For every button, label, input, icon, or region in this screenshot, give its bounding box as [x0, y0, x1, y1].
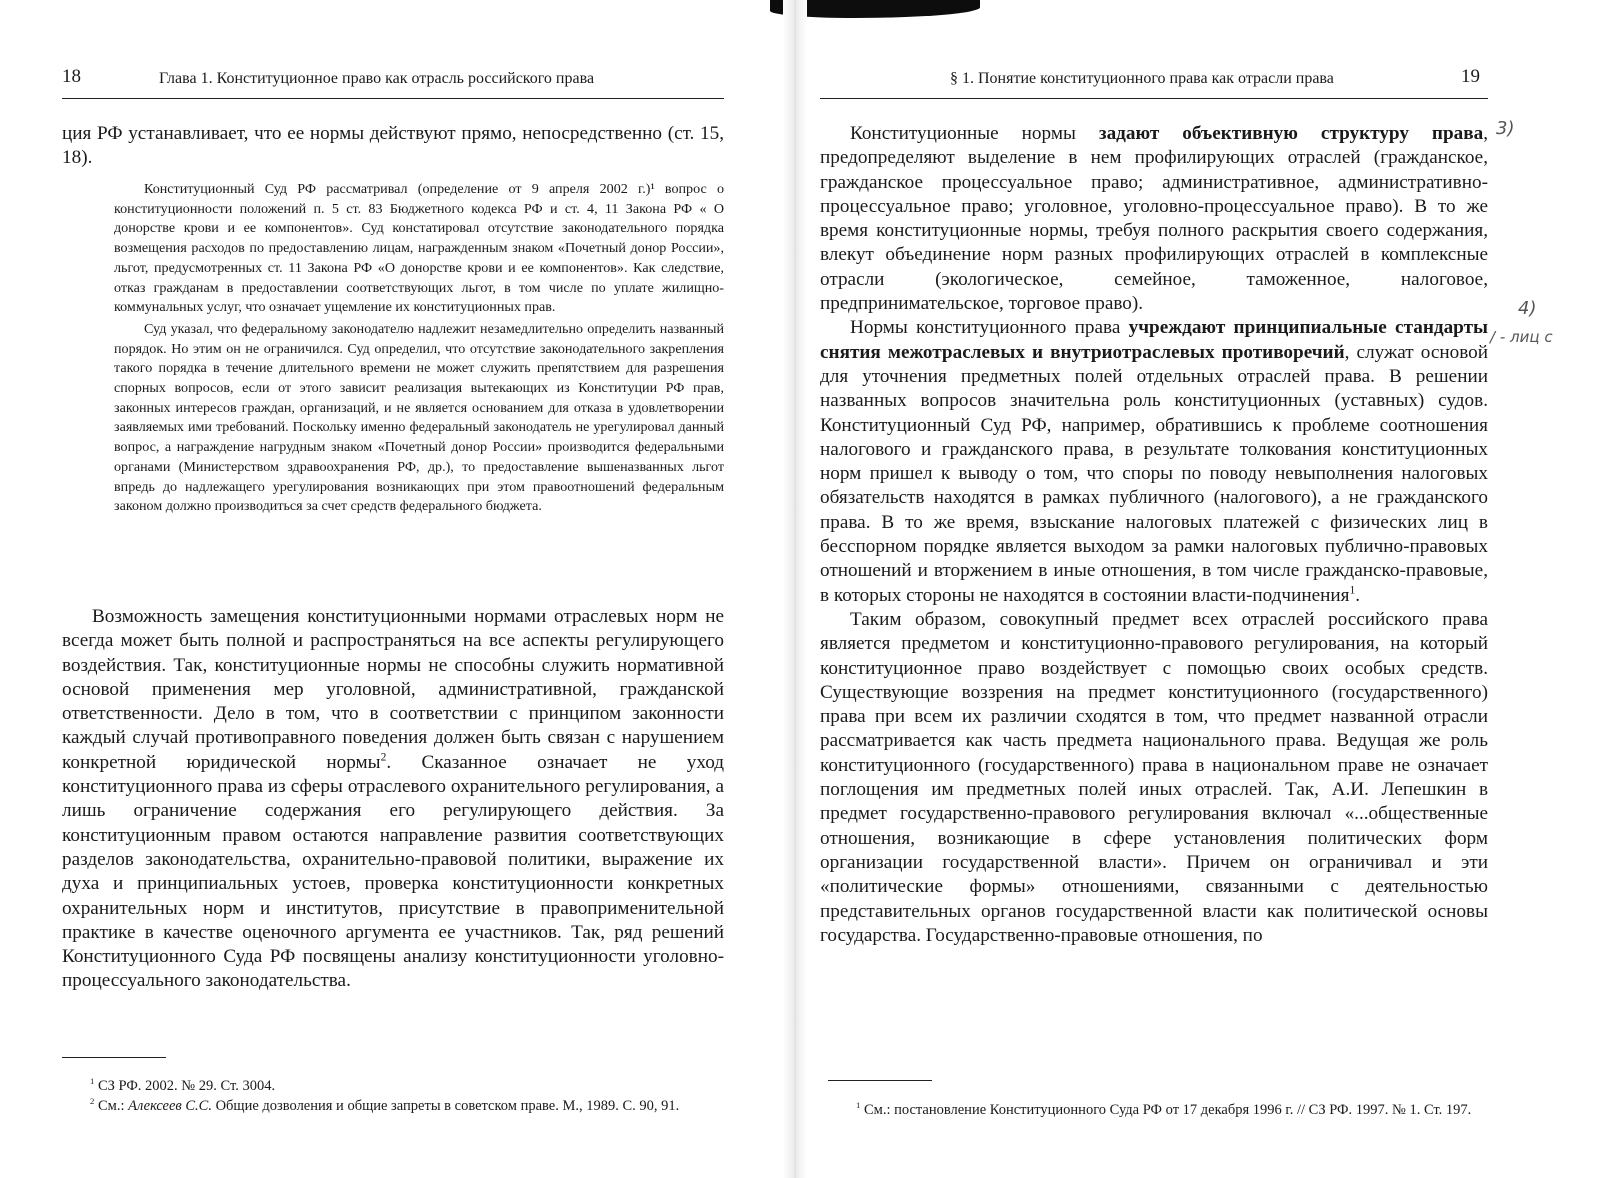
left-footnote-1: [62, 1076, 724, 1096]
margin-note-2: 4): [1518, 298, 1537, 319]
right-footnote-1-text: См.: постановление Конституционного Суда РФ от 17 декабря 1996 г. // СЗ РФ. 1997. № 1. Ст. 197.: [863, 1102, 1472, 1118]
left-page-number: 18: [62, 66, 81, 87]
p1-rest: , предопределяют выделение в нем профилирующих отраслей (гражданское, гражданское процессуальное право; административное, административно-процессуальное право; уголовное, уголовно-процессуальное право). В то же время конституционные нормы, требуя полного раскрытия своего содержания, влекут объединение норм разных профилирующих отраслей в комплексные отрасли (экологическое, семейное, таможенное, налоговое, предпринимательское, торговое право).: [820, 123, 1489, 315]
left-page: [0, 0, 790, 1178]
left-running-head: [62, 66, 724, 99]
p2-bold-phrase: учреждают принципиальные стандарты снятия межотраслевых и внутриотраслевых противоречий: [820, 317, 1488, 363]
footnote-2-text: Общие дозволения и общие запреты в советском праве. М., 1989. С. 90, 91.: [211, 1098, 680, 1114]
p1-bold-phrase: задают объективную структуру права: [1098, 123, 1484, 144]
footnote-1-marker: 1: [90, 1076, 95, 1087]
left-running-title: Глава 1. Конституционное право как отрасль российского права: [159, 70, 595, 87]
right-paragraph-2: [820, 316, 1488, 608]
footnote-2-author: Алексеев С.С.: [128, 1098, 212, 1114]
case-paragraph-1: Конституционный Суд РФ рассматривал (определение от 9 апреля 2002 г.)¹ вопрос о конституционности положений п. 5 ст. 83 Бюджетного кодекса РФ и ст. 4, 11 Закона РФ « О донорстве крови и ее компонентов». Суд констатировал отсутствие законодательного порядка возмещения расходов по предоставлению лицам, награжденным знаком «Почетный донор России», льгот, предусмотренных ст. 11 Закона РФ «О донорстве крови и ее компонентов». Как следствие, отказ гражданам в предоставлении соответствующих льгот, в том числе по уплате жилищно-коммунальных услуг, что означает ущемление их конституционных прав.: [114, 181, 724, 316]
left-intro-text: [62, 122, 724, 171]
right-page-number: 19: [1461, 66, 1480, 87]
left-case-block: [114, 180, 724, 519]
right-footnote-rule: [828, 1080, 932, 1081]
p2-end: .: [1355, 584, 1361, 606]
left-main-text: [62, 605, 724, 994]
footnote-2-prefix: См.:: [97, 1098, 129, 1114]
margin-note-1: 3): [1496, 118, 1515, 139]
left-footnote-rule: [62, 1057, 166, 1058]
main-paragraph: [62, 605, 724, 994]
intro-paragraph: ция РФ устанавливает, что ее нормы действуют прямо, непосредственно (ст. 15, 18).: [62, 123, 724, 169]
right-paragraph-3: Таким образом, совокупный предмет всех отраслей российского права является предметом и конституционно-правового регулирования, на который конституционное право воздействует с помощью своих особых средств. Существующие воззрения на предмет конституционного (государственного) права при всем их различии сходятся в том, что предмет названной отрасли рассматривается как часть предмета национального права. Ведущая же роль конституционного (государственного) права в национальном праве не означает поглощения им предметных полей иных отраслей. Так, А.И. Лепешкин в предмет государственно-правового регулирования включал «...общественные отношения, возникающие в сфере установления политических форм организации государственной власти». Причем он ограничивал и эти «политические формы» отношениями, связанными с деятельностью представительных органов государственной власти как политической основы государства. Государственно-правовые отношения, по: [820, 608, 1488, 946]
right-main-text: [820, 122, 1488, 948]
p2-lead: Нормы конституционного права: [850, 317, 1129, 339]
footnote-ref-2: 2: [380, 751, 387, 764]
right-running-head: [820, 66, 1488, 99]
right-footnotes: [828, 1100, 1490, 1120]
left-footnotes: [62, 1076, 724, 1116]
main-paragraph-part-a: Возможность замещения конституционными нормами отраслевых норм не всегда может быть полной и распространяться на все аспекты регулирующего воздействия. Так, конституционные нормы не способны служить нормативной основой применения мер уголовной, административной, гражданской ответственности. Дело в том, что в соответствии с принципом законности каждый случай противоправного поведения должен быть связан с нарушением конкретной юридической нормы: [62, 606, 724, 773]
footnote-2-marker: 2: [90, 1096, 95, 1107]
right-footnote-1-marker: 1: [856, 1100, 861, 1111]
p2-rest: , служат основой для уточнения предметных полей отдельных отраслей права. В решении названных вопросов значительна роль конституционных (уставных) судов. Конституционный Суд РФ, например, обратившись к проблеме соотношения налогового и гражданского права, в результате толкования конституционных норм пришел к выводу о том, что споры по поводу невыполнения налоговых обязательств находятся в рамках публичного (налогового), а не гражданского права. В то же время, взыскание налоговых платежей с физических лиц в бесспорном порядке является выходом за рамки налоговых публично-правовых отношений и вторжением в иные отношения, в том числе гражданско-правовые, в которых стороны не находятся в состоянии власти-подчинения: [820, 341, 1488, 606]
main-paragraph-part-b: . Сказанное означает не уход конституционного права из сферы отраслевого охранительного регулирования, а лишь ограничение содержания его регулирующего действия. За конституционным правом остаются направление развития соответствующих разделов законодательства, охранительно-правовой политики, выражение их духа и принципиальных устоев, проверка конституционности конкретных охранительных норм и институтов, присутствие в правоприменительной практике в качестве оценочного аргумента ее участников. Так, ряд решений Конституционного Суда РФ посвящены анализу конституционности уголовно-процессуального законодательства.: [62, 751, 725, 992]
case-paragraph-2: Суд указал, что федеральному законодателю надлежит незамедлительно определить названный порядок. Но этим он не ограничился. Суд определил, что отсутствие законодательного закрепления такого порядка в течение длительного времени не может служить препятствием для разрешения спорных вопросов, если от этого зависит реализация вытекающих из Конституции РФ прав, законных интересов граждан, организаций, и не является основанием для отказа в удовлетворении заявляемых ими требований. Поскольку именно федеральный законодатель не урегулировал данный вопрос, а награждение нагрудным знаком «Почетный донор России» производится федеральными органами (Министерством здравоохранения РФ, др.), то предоставление вышеназванных льгот впредь до надлежащего урегулирования возникающих при этом правоотношений федеральным законом должно производиться за счет средств федерального бюджета.: [114, 320, 724, 515]
footnote-1-text: СЗ РФ. 2002. № 29. Ст. 3004.: [97, 1078, 276, 1094]
p1-lead: Конституционные нормы: [850, 123, 1099, 144]
left-footnote-2: [62, 1096, 724, 1116]
right-paragraph-1: [820, 122, 1488, 316]
right-footnote-1: [828, 1100, 1490, 1120]
footnote-ref-1: 1: [1349, 584, 1356, 597]
margin-note-3: / - лиц с: [1490, 328, 1553, 346]
right-running-title: § 1. Понятие конституционного права как отрасли права: [950, 70, 1334, 87]
